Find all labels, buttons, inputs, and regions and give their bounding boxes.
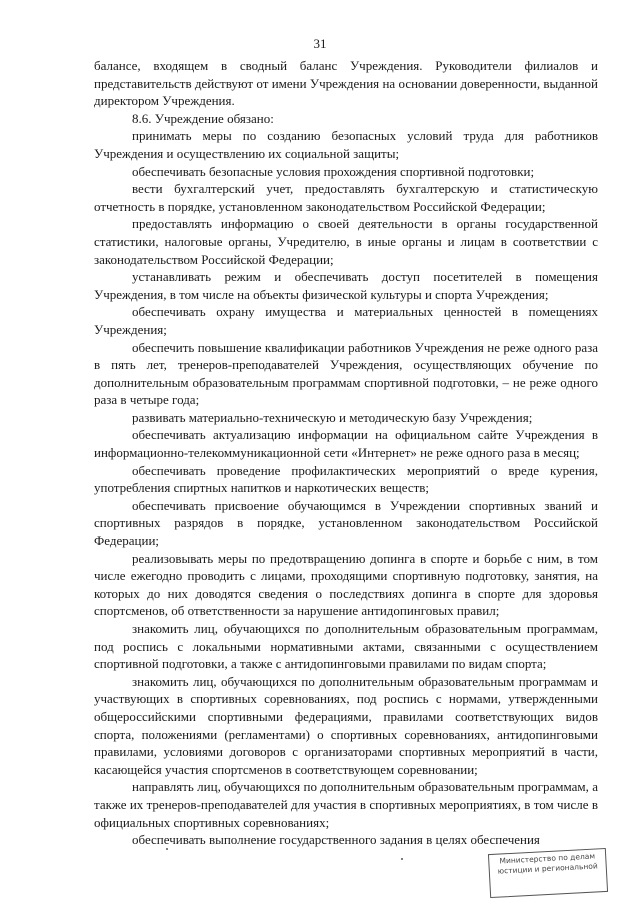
paragraph: предоставлять информацию о своей деятельности в органы государственной статистики, налоговые органы, Учредителю, в иные органы и лицам в соответствии с законодательством Российской Федерации;: [94, 216, 598, 267]
paragraph: знакомить лиц, обучающихся по дополнительным образовательным программам, под роспись с локальными нормативными актами, связанными с осуществлением спортивной подготовки, а также с антидопинговыми правилами по видам спорта;: [94, 621, 598, 672]
paragraph: обеспечивать проведение профилактических мероприятий о вреде курения, употребления спиртных напитков и наркотических веществ;: [94, 462, 598, 496]
paragraph: обеспечивать выполнение государственного задания в целях обеспечения: [132, 832, 540, 848]
scan-speck: [401, 858, 403, 860]
paragraph: развивать материально-техническую и методическую базу Учреждения;: [132, 409, 533, 425]
paragraph: знакомить лиц, обучающихся по дополнительным образовательным программам и участвующих в спортивных соревнованиях, под роспись с нормами, утвержденными общероссийскими спортивными федерациями, правилами соответствующих видов спорта, положениями (регламентами) о спортивных соревнованиях, антидопинговыми правилами, условиями договоров с организаторами спортивных мероприятий в части, касающейся участия спортсменов в соответствующем соревновании;: [94, 673, 598, 777]
stamp-line: юстиции и региональной: [497, 861, 598, 876]
paragraph: обеспечить повышение квалификации работников Учреждения не реже одного раза в пять лет, тренеров-преподавателей Учреждения, осуществляющих обучение по дополнительным образовательным программам спортивной подготовки, – не реже одного раза в четыре года;: [94, 339, 598, 408]
scan-speck: [166, 848, 168, 850]
paragraph: обеспечивать присвоение обучающимся в Учреждении спортивных званий и спортивных разрядов в порядке, установленном законодательством Российской Федерации;: [94, 497, 598, 549]
paragraph: обеспечивать безопасные условия прохождения спортивной подготовки;: [132, 163, 535, 179]
section-heading: 8.6. Учреждение обязано:: [132, 110, 274, 126]
document-text: [94, 57, 598, 849]
paragraph: вести бухгалтерский учет, предоставлять бухгалтерскую и статистическую отчетность в порядке, установленном законодательством Российской Федерации;: [94, 181, 598, 214]
paragraph: устанавливать режим и обеспечивать доступ посетителей в помещения Учреждения, в том числе на объекты физической культуры и спорта Учреждения;: [94, 269, 598, 302]
paragraph: обеспечивать актуализацию информации на официальном сайте Учреждения в информационно-телекоммуникационной сети «Интернет» не реже одного раза в месяц;: [94, 427, 598, 461]
paragraph: принимать меры по созданию безопасных условий труда для работников Учреждения и осуществлению их социальной защиты;: [94, 128, 598, 161]
official-stamp: [488, 848, 608, 898]
paragraph: обеспечивать охрану имущества и материальных ценностей в помещениях Учреждения;: [94, 304, 598, 337]
paragraph: направлять лиц, обучающихся по дополнительным образовательным программам, а также их тренеров-преподавателей для участия в спортивных мероприятиях, в том числе в официальных спортивных соревнованиях;: [94, 779, 598, 830]
paragraph: реализовывать меры по предотвращению допинга в спорте и борьбе с ним, в том числе ежегодно проводить с лицами, проходящими спортивную подготовку, занятия, на которых до них доводятся сведения о последствиях допинга в спорте для здоровья спортсменов, об ответственности за нарушение антидопинговых правил;: [94, 550, 598, 619]
paragraph: балансе, входящем в сводный баланс Учреждения. Руководители филиалов и представительств действуют от имени Учреждения на основании доверенности, выданной директором Учреждения.: [94, 58, 598, 109]
stamp-line: Министерство по делам: [499, 851, 596, 866]
page-number: 31: [313, 36, 327, 51]
